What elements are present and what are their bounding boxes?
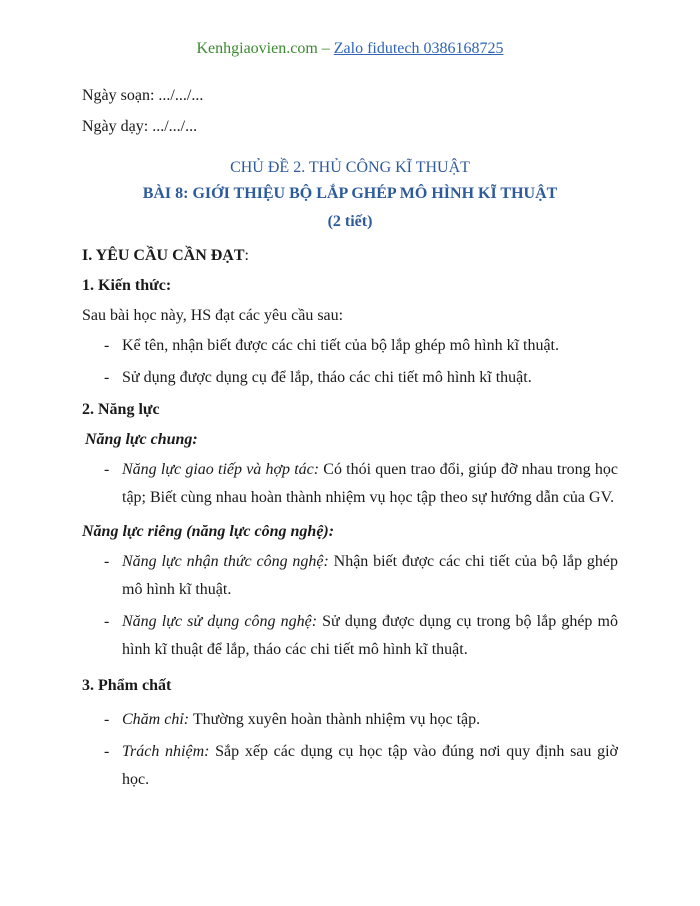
list-item (82, 548, 618, 604)
qualities-heading: 3. Phẩm chất (82, 677, 172, 694)
list-item (82, 364, 618, 392)
list-item-text: Sắp xếp các dụng cụ học tập vào đúng nơi quy định sau giờ học. (122, 743, 618, 788)
list-item-text: Thường xuyên hoàn thành nhiệm vụ học tập. (189, 711, 481, 728)
list-item-text: Sử dụng được dụng cụ để lắp, tháo các chi tiết mô hình kĩ thuật. (122, 369, 532, 386)
bullet-dash: - (104, 711, 110, 728)
bullet-dash: - (104, 337, 110, 354)
bullet-dash: - (104, 369, 110, 386)
section-heading-text: I. YÊU CẦU CẦN ĐẠT (82, 247, 245, 264)
bullet-dash: - (104, 613, 110, 630)
date-taught: Ngày dạy: .../.../... (82, 118, 198, 135)
general-competence-list (82, 456, 618, 512)
general-competence-heading: Năng lực chung: (85, 431, 198, 448)
list-item-label: Trách nhiệm: (122, 743, 210, 760)
list-item-text: Sử dụng được dụng cụ trong bộ lắp ghép mô hình kĩ thuật để lắp, tháo các chi tiết mô hình kĩ thuật. (122, 613, 618, 658)
list-item (82, 608, 618, 664)
knowledge-heading: 1. Kiến thức: (82, 277, 172, 294)
header-contact-link[interactable]: Zalo fidutech 0386168725 (333, 40, 504, 57)
list-item-label: Chăm chỉ: (122, 711, 190, 728)
knowledge-intro: Sau bài học này, HS đạt các yêu cầu sau: (82, 307, 344, 324)
section-heading-colon: : (244, 247, 249, 264)
document-body (82, 86, 618, 794)
knowledge-list (82, 332, 618, 392)
list-item (82, 456, 618, 512)
list-item (82, 706, 618, 734)
list-item-label: Năng lực sử dụng công nghệ: (122, 613, 318, 630)
specific-competence-list (82, 548, 618, 664)
list-item-label: Năng lực nhận thức công nghệ: (122, 553, 329, 570)
bullet-dash: - (104, 553, 110, 570)
specific-competence-heading: Năng lực riêng (năng lực công nghệ): (82, 523, 335, 540)
header-site-link[interactable]: Kenhgiaovien.com (196, 40, 318, 57)
list-item (82, 738, 618, 794)
list-item (82, 332, 618, 360)
list-item-label: Năng lực giao tiếp và hợp tác: (122, 461, 320, 478)
lesson-duration: (2 tiết) (327, 213, 373, 230)
lesson-title: BÀI 8: GIỚI THIỆU BỘ LẮP GHÉP MÔ HÌNH KĨ THUẬT (142, 185, 558, 202)
list-item-text: Có thói quen trao đổi, giúp đỡ nhau trong học tập; Biết cùng nhau hoàn thành nhiệm vụ học tập theo sự hướng dẫn của GV. (122, 461, 618, 506)
bullet-dash: - (104, 461, 110, 478)
header-separator: – (317, 40, 334, 57)
list-item-text: Kể tên, nhận biết được các chi tiết của bộ lắp ghép mô hình kĩ thuật. (122, 337, 559, 354)
topic-title: CHỦ ĐỀ 2. THỦ CÔNG KĨ THUẬT (230, 159, 470, 176)
page-header (0, 40, 700, 58)
date-prepared: Ngày soạn: .../.../... (82, 87, 204, 104)
bullet-dash: - (104, 743, 110, 760)
competence-heading: 2. Năng lực (82, 401, 160, 418)
qualities-list (82, 706, 618, 794)
section-heading-requirements (82, 246, 618, 266)
list-item-text: Nhận biết được các chi tiết của bộ lắp ghép mô hình kĩ thuật. (122, 553, 618, 598)
